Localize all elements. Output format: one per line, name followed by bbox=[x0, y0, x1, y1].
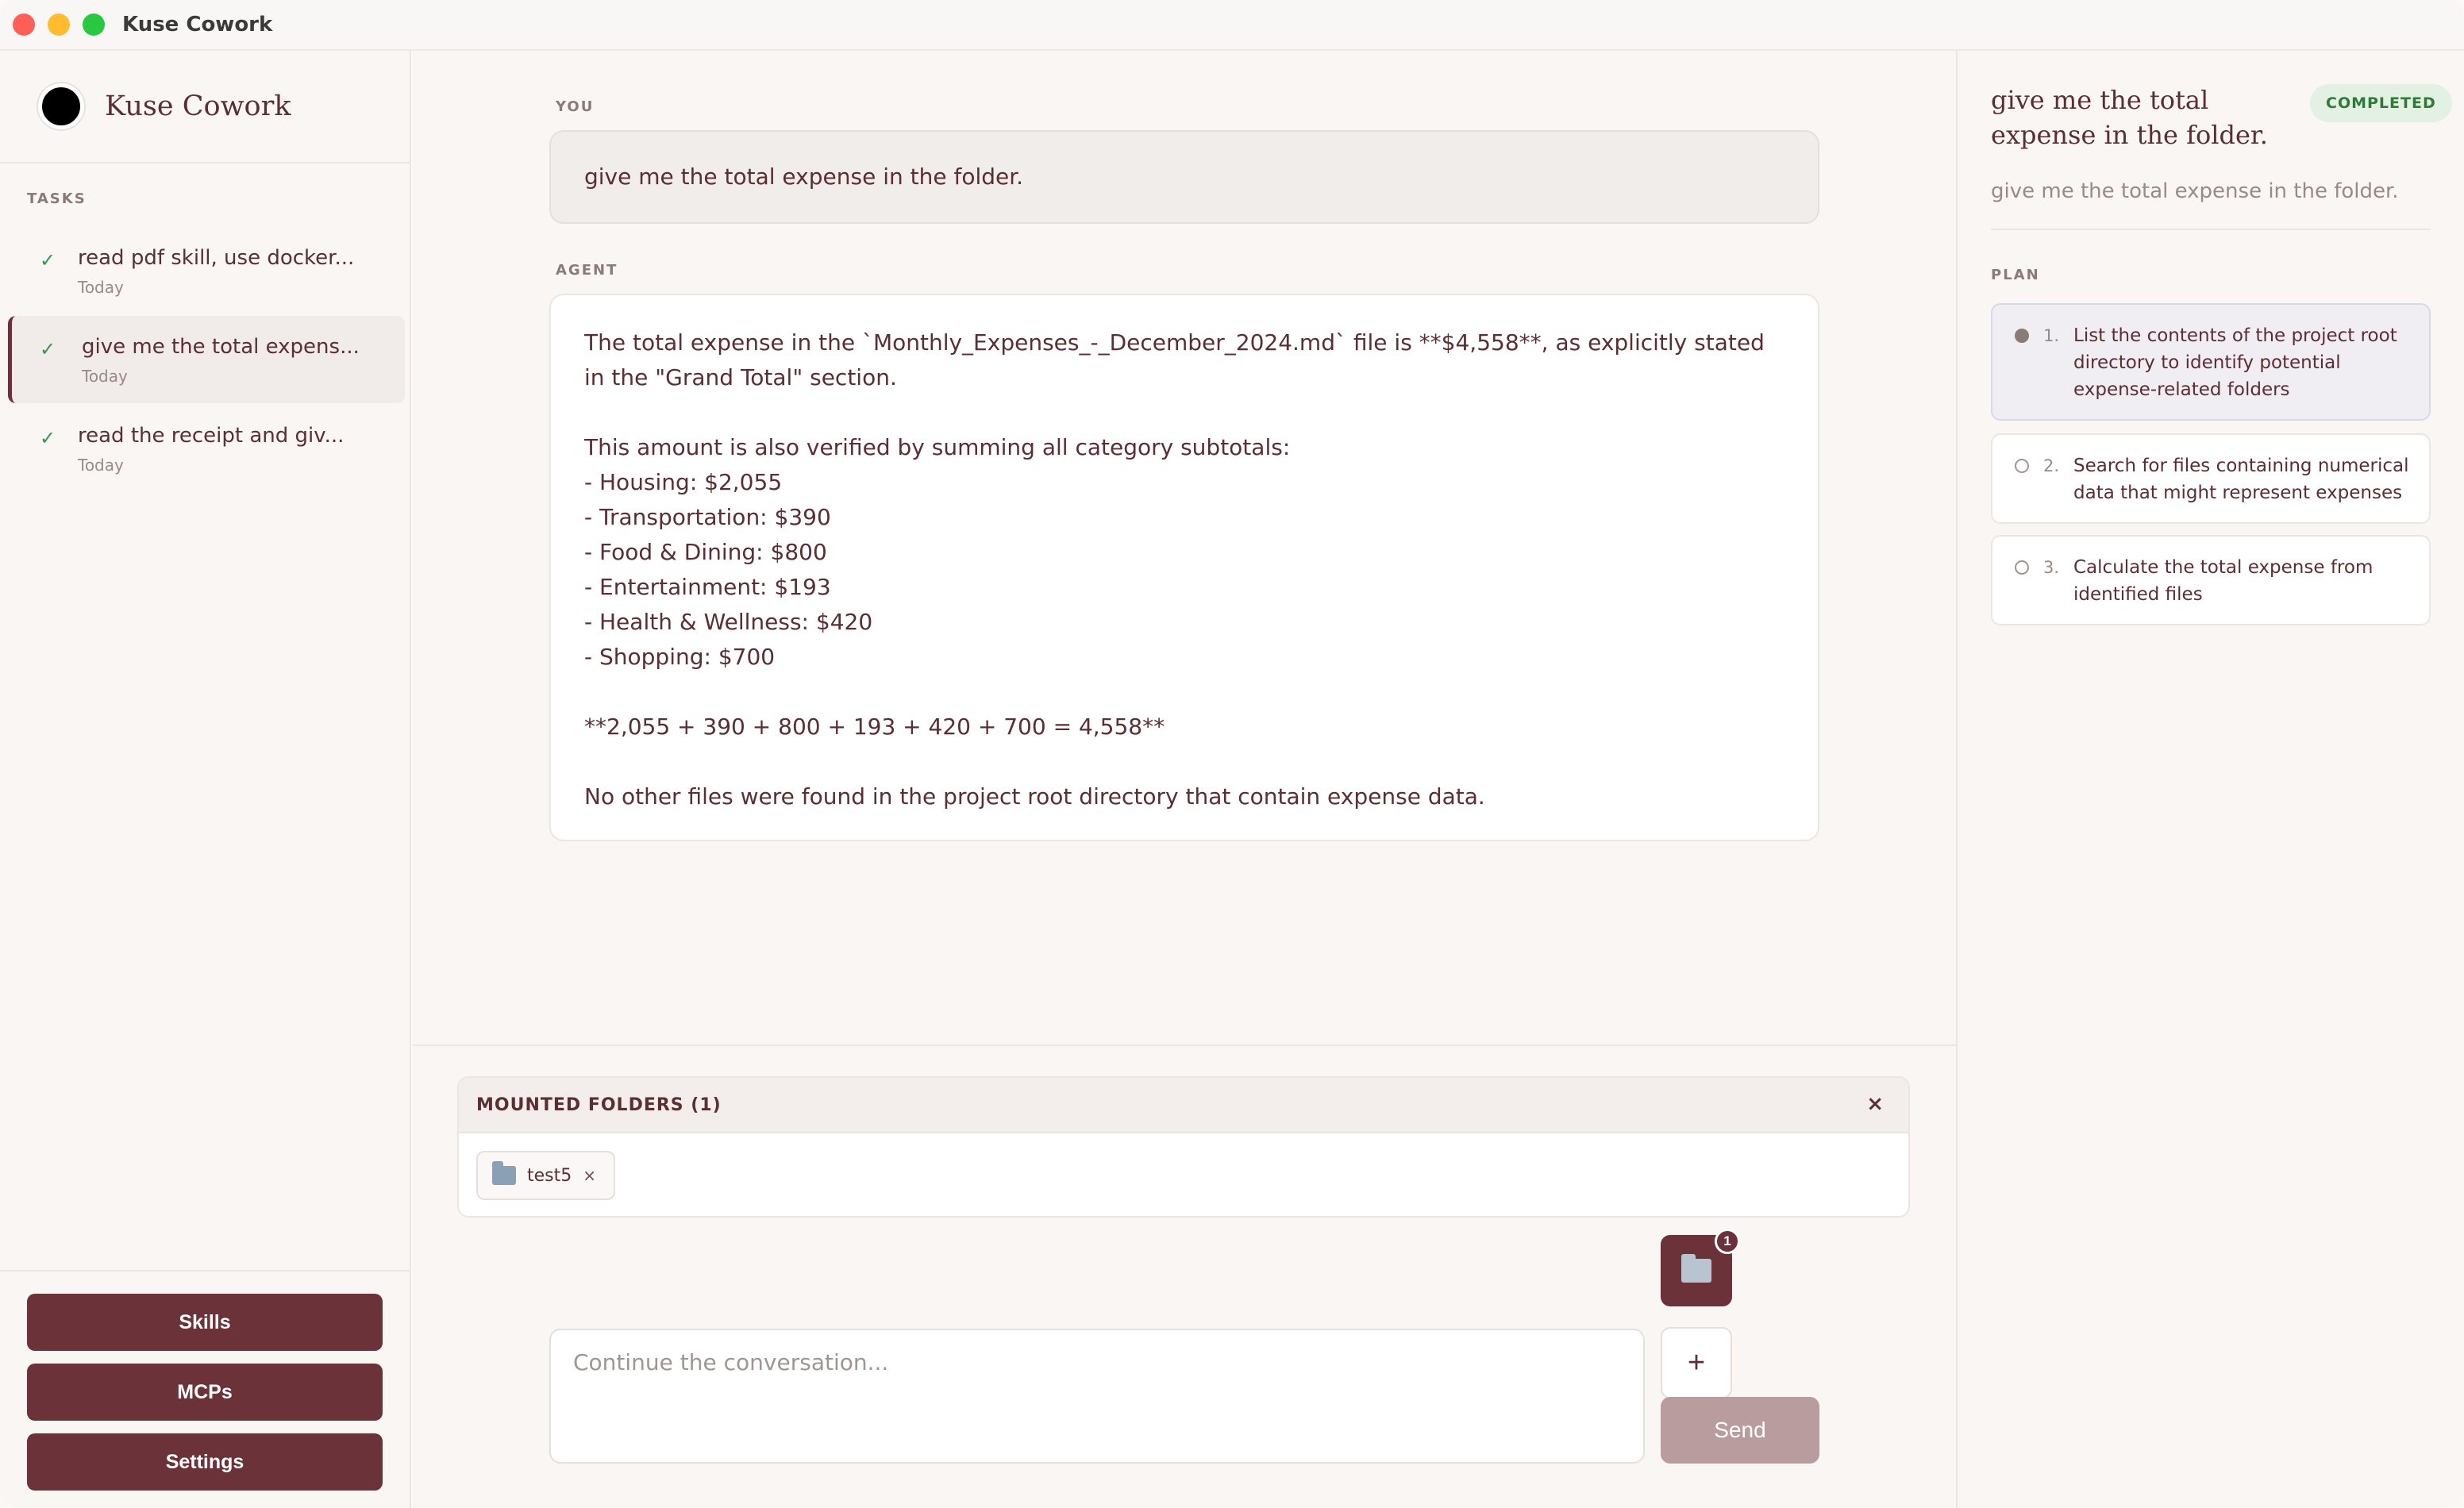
folder-name: test5 bbox=[527, 1165, 572, 1186]
checkmark-icon: ✓ bbox=[40, 249, 56, 271]
agent-line: - Transportation: $390 bbox=[584, 504, 831, 530]
task-detail-panel bbox=[1956, 51, 2464, 1508]
brand-header bbox=[0, 51, 410, 163]
user-message: give me the total expense in the folder. bbox=[549, 130, 1819, 224]
task-time: Today bbox=[78, 278, 124, 297]
agent-line: - Entertainment: $193 bbox=[584, 574, 831, 600]
step-status-icon bbox=[2015, 329, 2029, 343]
agent-line: - Food & Dining: $800 bbox=[584, 539, 827, 565]
minimize-window-button[interactable] bbox=[48, 13, 70, 36]
agent-line bbox=[584, 744, 1784, 779]
plan-step bbox=[1991, 433, 2431, 524]
mount-folder-button[interactable] bbox=[1661, 1235, 1732, 1306]
step-status-icon bbox=[2015, 459, 2029, 473]
agent-line bbox=[584, 675, 1784, 710]
task-time: Today bbox=[78, 456, 124, 475]
divider bbox=[1991, 229, 2431, 230]
agent-line: - Shopping: $700 bbox=[584, 644, 776, 670]
skills-button[interactable]: Skills bbox=[27, 1294, 383, 1351]
zoom-window-button[interactable] bbox=[83, 13, 105, 36]
plan-label: PLAN bbox=[1991, 267, 2040, 283]
agent-message bbox=[549, 294, 1819, 841]
brand-name: Kuse Cowork bbox=[105, 90, 291, 122]
folder-icon bbox=[492, 1166, 516, 1185]
step-text: Calculate the total expense from identified files bbox=[2073, 557, 2374, 605]
conversation-panel bbox=[413, 51, 1956, 1508]
mcps-button[interactable]: MCPs bbox=[27, 1364, 383, 1421]
agent-label: AGENT bbox=[556, 262, 618, 279]
checkmark-icon: ✓ bbox=[40, 427, 56, 449]
settings-button[interactable]: Settings bbox=[27, 1433, 383, 1491]
folder-count-badge: 1 bbox=[1715, 1229, 1740, 1254]
window-title: Kuse Cowork bbox=[122, 13, 273, 37]
tasks-section-label: TASKS bbox=[27, 190, 87, 207]
step-number: 2. bbox=[2043, 456, 2060, 475]
task-item[interactable] bbox=[8, 227, 405, 314]
divider bbox=[413, 1044, 1956, 1046]
agent-line: **2,055 + 390 + 800 + 193 + 420 + 700 = 4,558** bbox=[584, 714, 1165, 740]
agent-line: - Housing: $2,055 bbox=[584, 469, 783, 495]
task-time: Today bbox=[82, 367, 128, 386]
step-number: 3. bbox=[2043, 558, 2060, 577]
sidebar bbox=[0, 51, 411, 1508]
agent-line: This amount is also verified by summing all category subtotals: bbox=[584, 434, 1291, 460]
plan-step bbox=[1991, 303, 2431, 421]
status-badge: COMPLETED bbox=[2310, 84, 2452, 122]
task-description: give me the total expense in the folder. bbox=[1991, 179, 2399, 203]
task-item[interactable] bbox=[8, 405, 405, 492]
agent-line: No other files were found in the project root directory that contain expense data. bbox=[584, 783, 1485, 810]
brand-logo-icon bbox=[38, 83, 84, 129]
send-button[interactable]: Send bbox=[1661, 1397, 1819, 1464]
close-window-button[interactable] bbox=[13, 13, 35, 36]
folder-chip[interactable] bbox=[476, 1151, 615, 1200]
sidebar-footer bbox=[0, 1270, 410, 1508]
mounted-folders-header bbox=[459, 1078, 1908, 1133]
step-text: List the contents of the project root directory to identify potential expense-related folders bbox=[2073, 325, 2397, 400]
close-icon[interactable]: × bbox=[1866, 1092, 1885, 1116]
step-text: Search for files containing numerical data that might represent expenses bbox=[2073, 456, 2409, 503]
message-input[interactable] bbox=[549, 1329, 1645, 1464]
remove-folder-icon[interactable]: × bbox=[583, 1166, 597, 1185]
checkmark-icon: ✓ bbox=[40, 338, 56, 360]
task-title: give me the total expens... bbox=[82, 335, 360, 359]
agent-line bbox=[584, 395, 1784, 430]
task-title-heading: give me the total expense in the folder. bbox=[1991, 85, 2268, 150]
plan-step bbox=[1991, 535, 2431, 625]
agent-line: - Health & Wellness: $420 bbox=[584, 609, 873, 635]
you-label: YOU bbox=[556, 98, 595, 115]
agent-line: The total expense in the `Monthly_Expenses_-_December_2024.md` file is **$4,558**, as explicitly stated in the "Grand Total" section. bbox=[584, 329, 1765, 390]
mounted-folders-title: MOUNTED FOLDERS (1) bbox=[476, 1094, 722, 1115]
mounted-folders-panel bbox=[457, 1076, 1910, 1218]
add-button[interactable]: + bbox=[1661, 1327, 1732, 1398]
folder-icon bbox=[1681, 1259, 1711, 1283]
task-title: read pdf skill, use docker... bbox=[78, 246, 355, 270]
task-title: read the receipt and giv... bbox=[78, 424, 345, 448]
task-item-active[interactable] bbox=[8, 316, 405, 403]
step-number: 1. bbox=[2043, 326, 2060, 345]
step-status-icon bbox=[2015, 560, 2029, 575]
title-bar bbox=[0, 0, 2464, 51]
window-controls bbox=[13, 13, 105, 36]
